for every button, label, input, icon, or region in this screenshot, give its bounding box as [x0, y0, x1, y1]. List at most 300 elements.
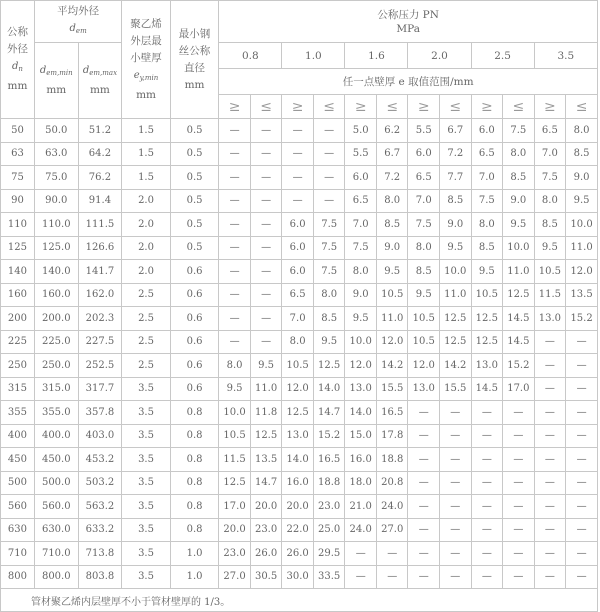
- table-cell: 16.0: [282, 471, 314, 495]
- table-cell: 3.5: [122, 471, 171, 495]
- table-cell: 162.0: [78, 283, 122, 307]
- table-cell: 7.5: [313, 260, 345, 284]
- table-cell: 13.5: [566, 283, 598, 307]
- table-cell: 3.5: [122, 542, 171, 566]
- table-cell: 17.0: [219, 495, 251, 519]
- table-cell: 12.5: [440, 307, 472, 331]
- table-cell: 91.4: [78, 189, 122, 213]
- table-cell: —: [282, 166, 314, 190]
- table-cell: —: [345, 565, 377, 589]
- table-cell: —: [534, 518, 566, 542]
- table-cell: 23.0: [219, 542, 251, 566]
- table-cell: 9.0: [440, 213, 472, 237]
- table-cell: —: [503, 542, 535, 566]
- table-cell: 7.0: [282, 307, 314, 331]
- header-pe-wall: [122, 1, 171, 119]
- table-cell: —: [566, 471, 598, 495]
- header-nominal-od: [1, 1, 35, 119]
- table-cell: —: [534, 377, 566, 401]
- table-cell: 3.5: [122, 424, 171, 448]
- table-cell: 0.5: [170, 119, 219, 143]
- table-cell: 7.2: [376, 166, 408, 190]
- table-cell: 11.5: [534, 283, 566, 307]
- table-cell: 27.0: [376, 518, 408, 542]
- table-cell: 20.0: [250, 495, 282, 519]
- table-cell: 10.0: [440, 260, 472, 284]
- header-max-symbol: ≤: [376, 95, 408, 119]
- header-mean-od-min: [34, 43, 78, 119]
- table-cell: —: [250, 330, 282, 354]
- table-row: [1, 518, 598, 542]
- table-cell: 11.0: [250, 377, 282, 401]
- table-cell: 11.8: [250, 401, 282, 425]
- table-cell: 6.0: [282, 213, 314, 237]
- table-cell: 33.5: [313, 565, 345, 589]
- table-cell: 12.0: [345, 354, 377, 378]
- table-cell: 12.5: [313, 354, 345, 378]
- table-cell: 18.8: [313, 471, 345, 495]
- table-cell: 317.7: [78, 377, 122, 401]
- table-cell: 357.8: [78, 401, 122, 425]
- table-cell: 2.5: [122, 354, 171, 378]
- table-cell: —: [566, 377, 598, 401]
- header-pe-wall-unit: mm: [136, 88, 156, 101]
- table-cell: 20.0: [282, 495, 314, 519]
- table-cell: —: [503, 518, 535, 542]
- table-cell: 75: [1, 166, 35, 190]
- table-cell: 2.0: [122, 260, 171, 284]
- table-cell: —: [503, 471, 535, 495]
- table-cell: —: [219, 213, 251, 237]
- table-cell: 8.0: [534, 189, 566, 213]
- table-cell: 225.0: [34, 330, 78, 354]
- table-cell: —: [408, 448, 440, 472]
- table-cell: 6.0: [471, 119, 503, 143]
- header-mean-od-max-unit: mm: [89, 84, 110, 96]
- table-cell: 12.5: [471, 330, 503, 354]
- table-cell: 0.5: [170, 213, 219, 237]
- table-cell: 0.8: [170, 495, 219, 519]
- table-row: [1, 213, 598, 237]
- table-cell: 0.5: [170, 189, 219, 213]
- table-cell: 12.0: [282, 377, 314, 401]
- table-cell: 560: [1, 495, 35, 519]
- table-cell: 6.5: [471, 142, 503, 166]
- table-cell: 9.0: [566, 166, 598, 190]
- table-cell: 400.0: [34, 424, 78, 448]
- table-cell: —: [440, 495, 472, 519]
- table-cell: —: [503, 448, 535, 472]
- table-row: [1, 189, 598, 213]
- header-min-symbol: ≥: [408, 95, 440, 119]
- table-cell: 12.5: [282, 401, 314, 425]
- table-cell: —: [534, 542, 566, 566]
- table-cell: 63.0: [34, 142, 78, 166]
- table-cell: 23.0: [313, 495, 345, 519]
- table-cell: —: [534, 330, 566, 354]
- table-cell: 450: [1, 448, 35, 472]
- table-cell: 7.0: [345, 213, 377, 237]
- table-cell: 50: [1, 119, 35, 143]
- table-cell: 3.5: [122, 448, 171, 472]
- table-cell: 10.5: [219, 424, 251, 448]
- header-mean-od-min-symbol: $d_{em,min}$: [39, 65, 73, 77]
- table-cell: —: [440, 448, 472, 472]
- table-row: [1, 283, 598, 307]
- table-cell: —: [345, 542, 377, 566]
- footnote: 管材聚乙烯内层壁厚不小于管材壁厚的 1/3。: [1, 589, 598, 612]
- table-cell: 2.5: [122, 330, 171, 354]
- table-cell: —: [534, 471, 566, 495]
- table-row: [1, 401, 598, 425]
- table-cell: 125.0: [34, 236, 78, 260]
- header-pressure-0.8: 0.8: [219, 43, 282, 69]
- table-cell: 10.0: [566, 213, 598, 237]
- table-cell: —: [250, 213, 282, 237]
- table-cell: 16.0: [345, 448, 377, 472]
- table-cell: —: [566, 495, 598, 519]
- table-cell: 202.3: [78, 307, 122, 331]
- table-cell: 14.2: [376, 354, 408, 378]
- table-cell: —: [313, 142, 345, 166]
- table-cell: 8.0: [282, 330, 314, 354]
- table-cell: 14.7: [313, 401, 345, 425]
- table-cell: 1.0: [170, 542, 219, 566]
- table-cell: 140: [1, 260, 35, 284]
- table-cell: —: [471, 448, 503, 472]
- table-cell: 110: [1, 213, 35, 237]
- table-cell: —: [250, 307, 282, 331]
- table-cell: 16.5: [376, 401, 408, 425]
- table-cell: 633.2: [78, 518, 122, 542]
- table-cell: 13.0: [282, 424, 314, 448]
- table-row: [1, 542, 598, 566]
- table-cell: 64.2: [78, 142, 122, 166]
- table-cell: 7.7: [440, 166, 472, 190]
- header-pe-wall-line1: 聚乙烯: [130, 17, 162, 30]
- table-cell: 10.0: [345, 330, 377, 354]
- table-cell: 10.5: [408, 307, 440, 331]
- table-cell: 9.5: [345, 307, 377, 331]
- table-cell: 13.0: [471, 354, 503, 378]
- table-cell: 8.0: [345, 260, 377, 284]
- table-cell: 8.0: [471, 213, 503, 237]
- table-cell: 9.5: [376, 260, 408, 284]
- table-cell: 5.0: [345, 119, 377, 143]
- table-cell: 6.7: [376, 142, 408, 166]
- table-cell: 9.0: [376, 236, 408, 260]
- table-cell: 9.5: [250, 354, 282, 378]
- header-pressure-2.5: 2.5: [471, 43, 534, 69]
- header-min-symbol: ≥: [219, 95, 251, 119]
- table-cell: 76.2: [78, 166, 122, 190]
- header-max-symbol: ≤: [566, 95, 598, 119]
- table-cell: —: [440, 518, 472, 542]
- table-cell: 10.5: [282, 354, 314, 378]
- table-row: [1, 142, 598, 166]
- table-cell: 11.0: [440, 283, 472, 307]
- table-cell: 0.6: [170, 307, 219, 331]
- table-row: [1, 565, 598, 589]
- table-cell: —: [471, 518, 503, 542]
- table-cell: —: [471, 542, 503, 566]
- table-cell: 14.7: [250, 471, 282, 495]
- table-cell: 450.0: [34, 448, 78, 472]
- table-cell: 12.5: [250, 424, 282, 448]
- table-cell: 10.0: [219, 401, 251, 425]
- table-cell: 18.8: [376, 448, 408, 472]
- header-max-symbol: ≤: [313, 95, 345, 119]
- table-cell: 563.2: [78, 495, 122, 519]
- header-mean-od-symbol: $d_{em}$: [69, 23, 87, 35]
- header-wire-line3: 直径: [184, 61, 206, 74]
- table-cell: 7.5: [345, 236, 377, 260]
- table-cell: 14.2: [440, 354, 472, 378]
- table-cell: 10.0: [503, 236, 535, 260]
- table-cell: 90: [1, 189, 35, 213]
- table-cell: —: [219, 330, 251, 354]
- table-cell: 21.0: [345, 495, 377, 519]
- table-cell: 11.5: [219, 448, 251, 472]
- table-cell: 26.0: [250, 542, 282, 566]
- header-pe-wall-line2: 外层最: [130, 34, 162, 47]
- table-cell: 8.5: [503, 166, 535, 190]
- table-row: [1, 307, 598, 331]
- table-cell: 7.5: [534, 166, 566, 190]
- table-cell: —: [219, 189, 251, 213]
- table-cell: 8.0: [503, 142, 535, 166]
- table-cell: 14.5: [471, 377, 503, 401]
- header-max-symbol: ≤: [250, 95, 282, 119]
- table-cell: —: [534, 401, 566, 425]
- table-cell: 17.8: [376, 424, 408, 448]
- table-cell: 8.0: [376, 189, 408, 213]
- table-cell: —: [503, 424, 535, 448]
- header-pn: [219, 1, 598, 43]
- table-cell: —: [566, 565, 598, 589]
- table-cell: 9.5: [440, 236, 472, 260]
- table-cell: 6.5: [534, 119, 566, 143]
- table-cell: —: [313, 166, 345, 190]
- table-cell: —: [250, 260, 282, 284]
- table-cell: 51.2: [78, 119, 122, 143]
- table-cell: 7.5: [313, 236, 345, 260]
- table-cell: —: [282, 189, 314, 213]
- table-cell: 17.0: [503, 377, 535, 401]
- table-cell: 2.0: [122, 213, 171, 237]
- table-cell: 3.5: [122, 565, 171, 589]
- table-cell: 200: [1, 307, 35, 331]
- table-cell: —: [566, 448, 598, 472]
- header-mean-od-max-symbol: $d_{em,max}$: [82, 65, 118, 77]
- table-cell: —: [282, 119, 314, 143]
- header-min-symbol: ≥: [534, 95, 566, 119]
- table-cell: —: [408, 542, 440, 566]
- table-cell: 12.5: [219, 471, 251, 495]
- table-cell: 5.5: [345, 142, 377, 166]
- header-wire-line2: 丝公称: [178, 44, 211, 57]
- table-cell: 14.5: [503, 307, 535, 331]
- table-cell: —: [566, 401, 598, 425]
- table-cell: 3.5: [122, 377, 171, 401]
- table-cell: 14.0: [282, 448, 314, 472]
- table-cell: 15.0: [345, 424, 377, 448]
- header-pn-title: 公称压力 PN: [377, 8, 439, 21]
- table-cell: 710: [1, 542, 35, 566]
- table-cell: 6.0: [345, 166, 377, 190]
- table-cell: 400: [1, 424, 35, 448]
- table-cell: —: [282, 142, 314, 166]
- table-cell: 500.0: [34, 471, 78, 495]
- table-cell: 9.5: [503, 213, 535, 237]
- table-cell: 560.0: [34, 495, 78, 519]
- table-cell: 110.0: [34, 213, 78, 237]
- table-cell: —: [313, 189, 345, 213]
- table-cell: 0.6: [170, 260, 219, 284]
- table-cell: 0.8: [170, 518, 219, 542]
- table-cell: 252.5: [78, 354, 122, 378]
- table-cell: —: [408, 424, 440, 448]
- table-cell: 355.0: [34, 401, 78, 425]
- table-cell: 11.0: [503, 260, 535, 284]
- header-nominal-od-line1: 公称: [6, 26, 28, 38]
- table-cell: 23.0: [250, 518, 282, 542]
- table-cell: 20.0: [219, 518, 251, 542]
- header-pn-unit: MPa: [396, 22, 420, 35]
- header-wire-unit: mm: [184, 78, 205, 91]
- table-cell: 0.6: [170, 354, 219, 378]
- table-cell: 15.2: [313, 424, 345, 448]
- table-cell: 11.0: [376, 307, 408, 331]
- table-cell: 800: [1, 565, 35, 589]
- table-cell: 630: [1, 518, 35, 542]
- table-cell: 13.0: [345, 377, 377, 401]
- table-cell: 141.7: [78, 260, 122, 284]
- header-nominal-od-line2: 外径: [6, 43, 28, 55]
- table-cell: 0.5: [170, 236, 219, 260]
- header-mean-od-min-unit: mm: [46, 84, 67, 96]
- table-cell: 7.5: [471, 189, 503, 213]
- header-pressure-1.6: 1.6: [345, 43, 408, 69]
- table-cell: 8.5: [313, 307, 345, 331]
- table-cell: 11.0: [566, 236, 598, 260]
- table-cell: 0.8: [170, 424, 219, 448]
- table-cell: 7.0: [534, 142, 566, 166]
- table-row: [1, 471, 598, 495]
- table-cell: 8.0: [313, 283, 345, 307]
- table-cell: —: [503, 401, 535, 425]
- header-mean-od-title: 平均外径: [57, 5, 100, 17]
- table-cell: 8.5: [376, 213, 408, 237]
- table-row: [1, 166, 598, 190]
- table-cell: 0.6: [170, 283, 219, 307]
- table-cell: —: [376, 565, 408, 589]
- table-cell: 9.5: [471, 260, 503, 284]
- header-max-symbol: ≤: [503, 95, 535, 119]
- table-cell: 9.5: [534, 236, 566, 260]
- table-row: [1, 260, 598, 284]
- table-cell: 12.5: [471, 307, 503, 331]
- table-cell: —: [534, 424, 566, 448]
- table-cell: 6.7: [440, 119, 472, 143]
- table-cell: —: [566, 424, 598, 448]
- table-cell: 0.8: [170, 448, 219, 472]
- table-cell: 27.0: [219, 565, 251, 589]
- header-wire: [170, 1, 219, 119]
- header-min-symbol: ≥: [282, 95, 314, 119]
- table-cell: 0.8: [170, 401, 219, 425]
- table-row: [1, 377, 598, 401]
- table-cell: —: [219, 260, 251, 284]
- table-cell: 29.5: [313, 542, 345, 566]
- table-cell: 10.5: [408, 330, 440, 354]
- table-cell: 14.0: [345, 401, 377, 425]
- table-cell: —: [471, 424, 503, 448]
- table-cell: 2.5: [122, 283, 171, 307]
- table-cell: —: [313, 119, 345, 143]
- table-row: [1, 330, 598, 354]
- table-cell: 30.5: [250, 565, 282, 589]
- table-cell: 12.0: [566, 260, 598, 284]
- table-cell: —: [566, 518, 598, 542]
- table-cell: —: [471, 401, 503, 425]
- table-cell: 63: [1, 142, 35, 166]
- table-cell: 315.0: [34, 377, 78, 401]
- table-cell: —: [219, 283, 251, 307]
- table-cell: 6.0: [282, 236, 314, 260]
- table-cell: 24.0: [345, 518, 377, 542]
- table-cell: 14.5: [503, 330, 535, 354]
- table-cell: 30.0: [282, 565, 314, 589]
- table-cell: —: [471, 565, 503, 589]
- table-cell: —: [440, 401, 472, 425]
- header-pe-wall-symbol: $e_{y,min}$: [133, 69, 159, 82]
- table-row: [1, 495, 598, 519]
- header-mean-od: [34, 1, 121, 43]
- table-cell: 15.5: [440, 377, 472, 401]
- table-cell: 111.5: [78, 213, 122, 237]
- table-cell: 0.8: [170, 471, 219, 495]
- table-cell: 9.5: [566, 189, 598, 213]
- table-cell: 140.0: [34, 260, 78, 284]
- table-cell: 250.0: [34, 354, 78, 378]
- table-cell: —: [471, 495, 503, 519]
- header-min-symbol: ≥: [471, 95, 503, 119]
- table-cell: 10.5: [471, 283, 503, 307]
- table-cell: 225: [1, 330, 35, 354]
- table-cell: 503.2: [78, 471, 122, 495]
- header-min-symbol: ≥: [345, 95, 377, 119]
- table-cell: 355: [1, 401, 35, 425]
- table-cell: 3.5: [122, 518, 171, 542]
- table-cell: 8.5: [471, 236, 503, 260]
- table-cell: 1.5: [122, 166, 171, 190]
- table-cell: 10.5: [376, 283, 408, 307]
- table-cell: —: [534, 448, 566, 472]
- header-pressure-1.0: 1.0: [282, 43, 345, 69]
- table-cell: 12.5: [440, 330, 472, 354]
- table-cell: —: [219, 236, 251, 260]
- table-row: [1, 119, 598, 143]
- table-cell: —: [440, 471, 472, 495]
- table-cell: 2.0: [122, 236, 171, 260]
- header-mean-od-max: [78, 43, 122, 119]
- table-cell: 20.8: [376, 471, 408, 495]
- table-cell: 126.6: [78, 236, 122, 260]
- table-cell: 1.5: [122, 119, 171, 143]
- header-pressure-2.0: 2.0: [408, 43, 471, 69]
- table-cell: 125: [1, 236, 35, 260]
